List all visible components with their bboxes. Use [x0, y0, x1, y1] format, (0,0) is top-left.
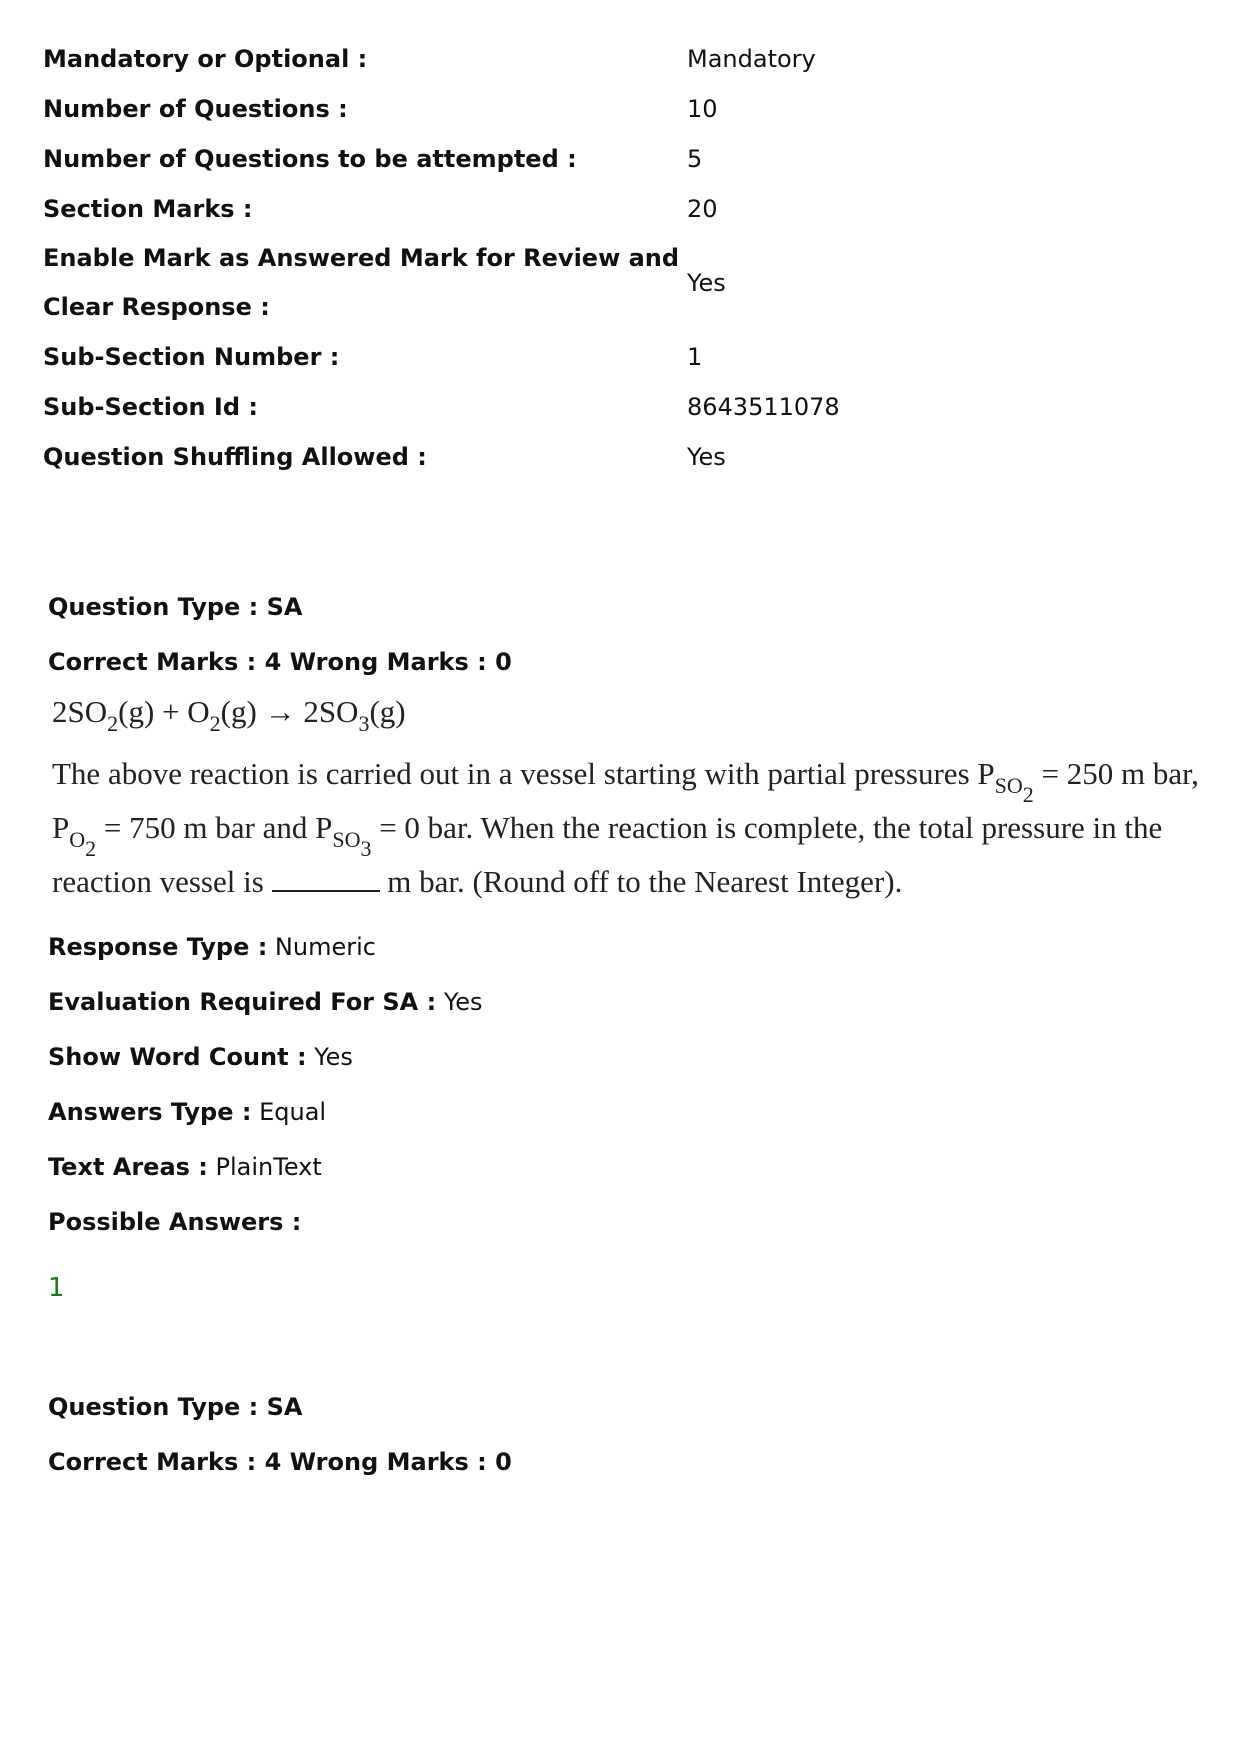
reaction-equation: $2SO_2(g) + O_2(g) \to 2SO_3(g)$	[52, 694, 406, 736]
meta-row	[43, 184, 1193, 234]
question-text-line: $P_{O_2} = 750$ m bar and $P_{SO_3} = 0$ bar. When the reaction is complete, the total pressure in the	[52, 810, 1163, 861]
meta-value: 1	[687, 343, 703, 371]
section-metadata	[43, 34, 1193, 482]
meta-row	[43, 332, 1193, 382]
question-block	[48, 1380, 512, 1490]
meta-label: Number of Questions :	[43, 95, 348, 123]
meta-label: Section Marks :	[43, 195, 253, 223]
question-text-line: The above reaction is carried out in a vessel starting with partial pressures $P_{SO_2} = 250$ m bar,	[52, 756, 1199, 807]
meta-label-line: Enable Mark as Answered Mark for Review and	[43, 244, 680, 272]
meta-value: 8643511078	[687, 393, 840, 421]
meta-label: Number of Questions to be attempted :	[43, 145, 577, 173]
meta-value: Yes	[687, 443, 726, 471]
meta-label-line: Clear Response :	[43, 293, 270, 321]
meta-row	[43, 234, 1193, 332]
meta-label: Sub-Section Id :	[43, 393, 258, 421]
answer-blank	[272, 868, 380, 892]
detail-row: Show Word Count : Yes	[48, 1043, 353, 1071]
meta-value: 10	[687, 95, 718, 123]
question-text-line: reaction vessel is m bar. (Round off to the Nearest Integer).	[52, 864, 903, 899]
detail-row: Possible Answers :	[48, 1208, 302, 1236]
question-marks: Correct Marks : 4 Wrong Marks : 0	[48, 1448, 512, 1476]
detail-row: Response Type : Numeric	[48, 933, 376, 961]
detail-row: Text Areas : PlainText	[48, 1153, 322, 1181]
meta-value: 5	[687, 145, 703, 173]
meta-value: Yes	[687, 269, 726, 297]
question-type: Question Type : SA	[48, 1393, 303, 1421]
question-text-image	[52, 696, 1199, 920]
question-type: Question Type : SA	[48, 593, 303, 621]
meta-value: Mandatory	[687, 45, 816, 73]
meta-label: Sub-Section Number :	[43, 343, 340, 371]
meta-label	[43, 234, 687, 332]
meta-row	[43, 382, 1193, 432]
meta-row	[43, 134, 1193, 184]
meta-label: Mandatory or Optional :	[43, 45, 368, 73]
meta-label: Question Shuffling Allowed :	[43, 443, 427, 471]
meta-row	[43, 432, 1193, 482]
meta-row	[43, 34, 1193, 84]
meta-row	[43, 84, 1193, 134]
meta-value: 20	[687, 195, 718, 223]
detail-row: Answers Type : Equal	[48, 1098, 327, 1126]
question-marks: Correct Marks : 4 Wrong Marks : 0	[48, 648, 512, 676]
detail-row: Evaluation Required For SA : Yes	[48, 988, 483, 1016]
possible-answer: 1	[48, 1273, 65, 1303]
question-block	[48, 580, 1199, 1308]
